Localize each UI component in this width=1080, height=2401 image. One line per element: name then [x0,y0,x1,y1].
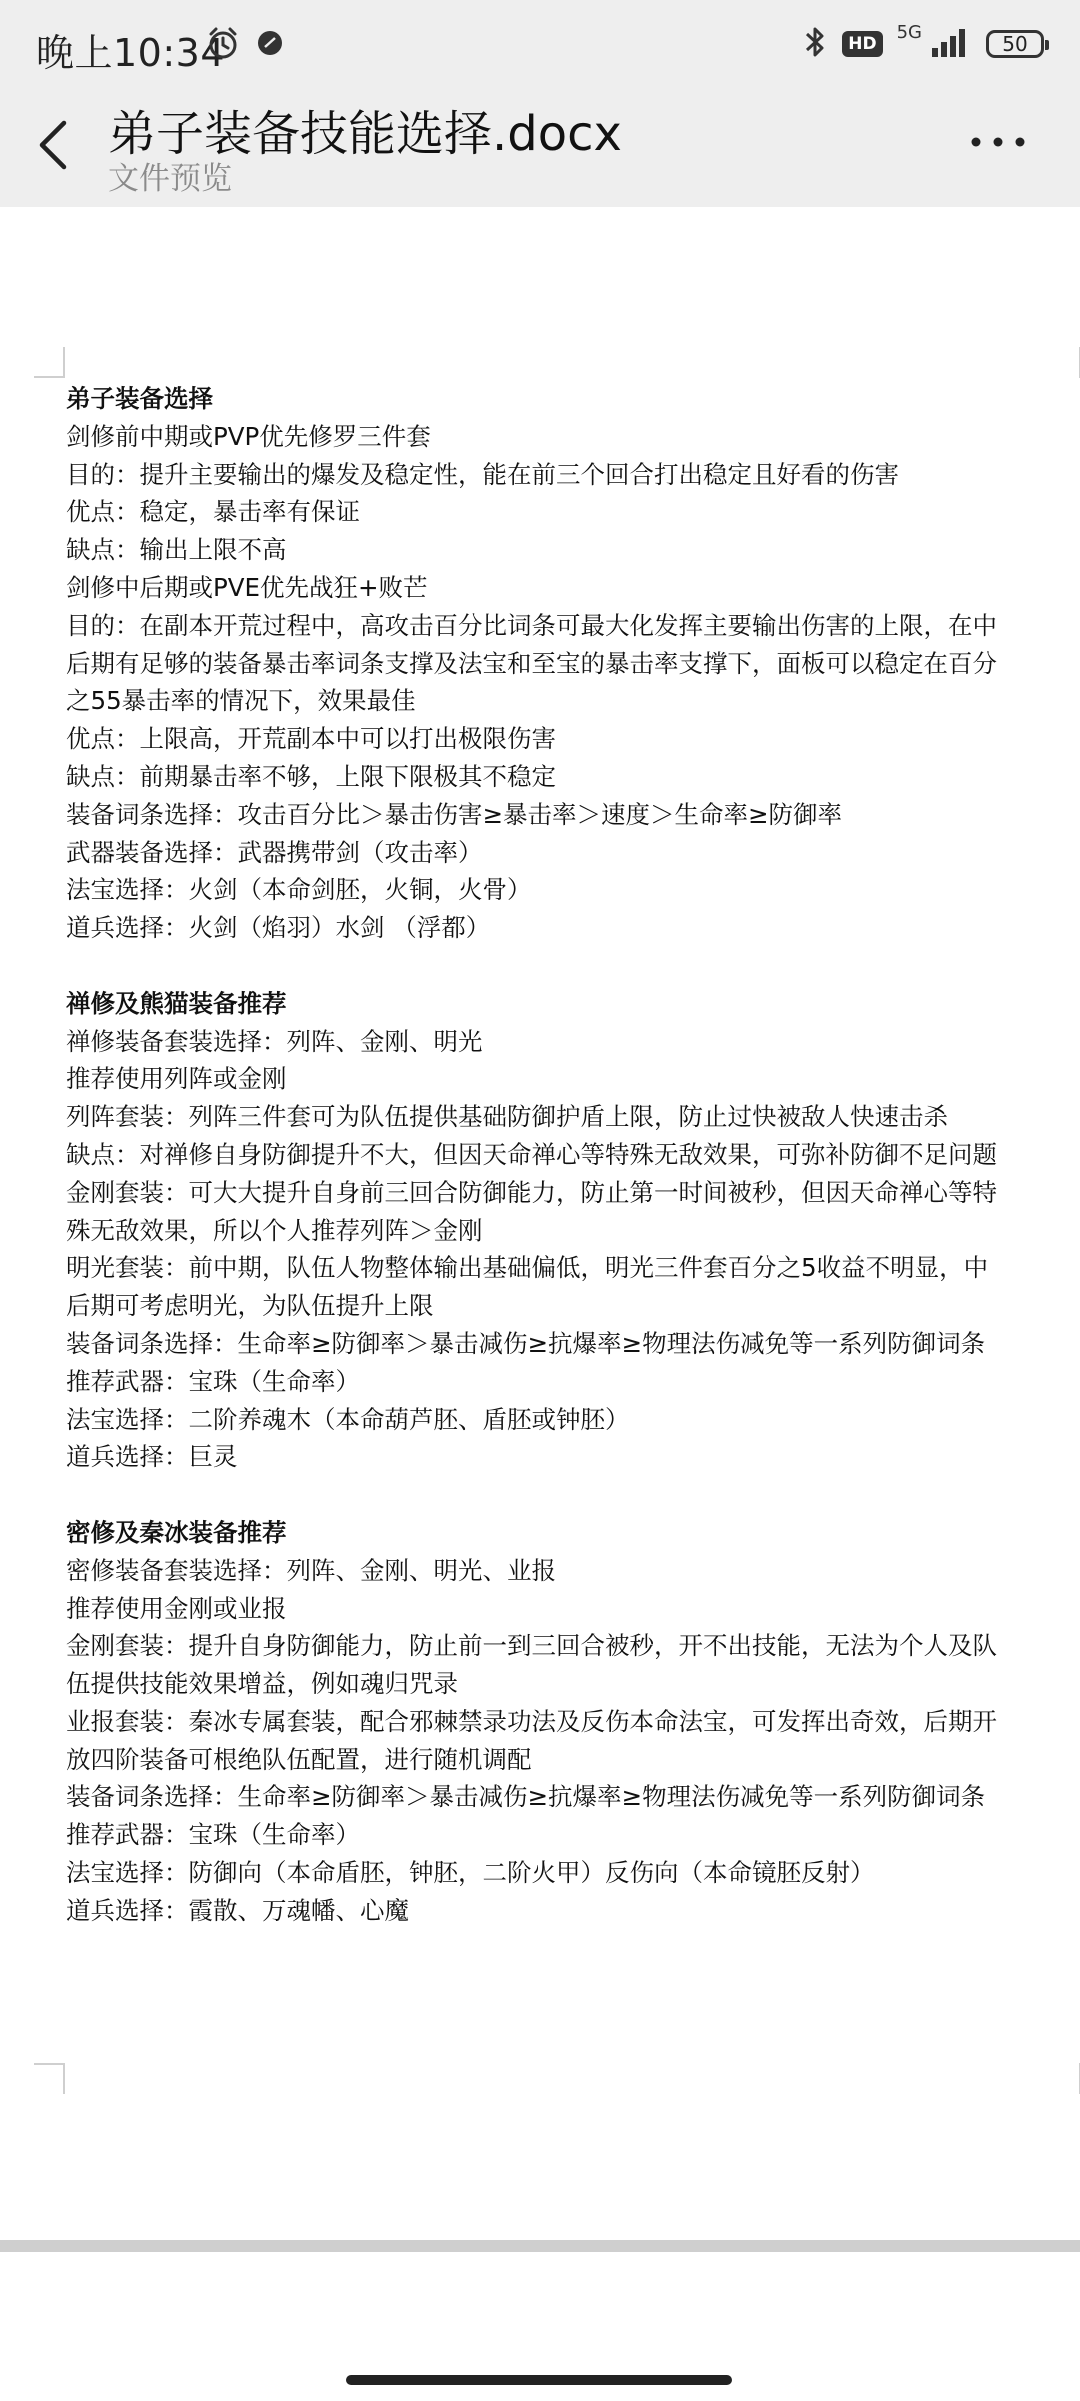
paragraph-line: 伍提供技能效果增益，例如魂归咒录 [66,1669,458,1699]
document-text [66,380,1076,1930]
document-subtitle: 文件预览 [108,161,232,197]
alarm-clock-icon [206,26,240,64]
crop-mark-top-right [1066,347,1080,379]
paragraph-line: 装备词条选择：攻击百分比＞暴击伤害≥暴击率＞速度＞生命率≥防御率 [66,799,843,829]
paragraph-line: 缺点：前期暴击率不够，上限下限极其不稳定 [66,761,556,791]
battery-indicator: 50 [986,30,1044,58]
back-button[interactable] [30,115,80,175]
paragraph-line: 装备词条选择：生命率≥防御率＞暴击减伤≥抗爆率≥物理法伤减免等一系列防御词条 [66,1782,986,1812]
notification-dot-icon [256,29,284,61]
section-heading: 密修及秦冰装备推荐 [66,1517,287,1547]
home-indicator[interactable] [346,2375,732,2385]
paragraph-line: 道兵选择：霞散、万魂幡、心魔 [66,1895,409,1925]
blank-line [66,1476,1076,1514]
paragraph-line: 缺点：对禅修自身防御提升不大，但因天命禅心等特殊无敌效果，可弥补防御不足问题 [66,1139,997,1169]
section-heading: 弟子装备选择 [66,384,213,413]
bluetooth-icon [802,24,828,64]
paragraph-line: 剑修中后期或PVE优先战狂+败芒 [66,572,428,602]
paragraph-line: 金刚套装：可大大提升自身前三回合防御能力，防止第一时间被秒，但因天命禅心等特 [66,1177,997,1207]
paragraph-line: 列阵套装：列阵三件套可为队伍提供基础防御护盾上限，防止过快被敌人快速击杀 [66,1102,948,1132]
status-right-icons [802,21,1044,64]
paragraph-line: 法宝选择：火剑（本命剑胚，火铜，火骨） [66,875,532,905]
paragraph-line: 业报套装：秦冰专属套装，配合邪棘禁录功法及反伤本命法宝，可发挥出奇效，后期开 [66,1706,997,1736]
paragraph-line: 放四阶装备可根绝队伍配置，进行随机调配 [66,1744,532,1774]
crop-mark-top-left [34,347,66,379]
network-label: 5G [896,21,922,43]
paragraph-line: 法宝选择：防御向（本命盾胚，钟胚，二阶火甲）反伤向（本命镜胚反射） [66,1858,875,1888]
paragraph-line: 推荐使用金刚或业报 [66,1593,287,1623]
paragraph-line: 后期可考虑明光，为队伍提升上限 [66,1291,434,1321]
paragraph-line: 目的：提升主要输出的爆发及稳定性，能在前三个回合打出稳定且好看的伤害 [66,459,899,489]
paragraph-line: 推荐武器：宝珠（生命率） [66,1820,360,1850]
crop-mark-bottom-left [34,2062,66,2094]
blank-line [66,947,1076,985]
paragraph-line: 推荐使用列阵或金刚 [66,1064,287,1094]
paragraph-line: 密修装备套装选择：列阵、金刚、明光、业报 [66,1555,556,1585]
paragraph-line: 缺点：输出上限不高 [66,535,287,565]
paragraph-line: 明光套装：前中期，队伍人物整体输出基础偏低，明光三件套百分之5收益不明显，中 [66,1253,989,1283]
paragraph-line: 武器装备选择：武器携带剑（攻击率） [66,837,483,867]
document-title: 弟子装备技能选择.docx [108,106,622,162]
horizontal-scroll-track[interactable] [0,2240,1080,2252]
paragraph-line: 法宝选择：二阶养魂木（本命葫芦胚、盾胚或钟胚） [66,1404,630,1434]
signal-bars-icon [930,26,972,62]
paragraph-line: 禅修装备套装选择：列阵、金刚、明光 [66,1026,483,1056]
paragraph-line: 装备词条选择：生命率≥防御率＞暴击减伤≥抗爆率≥物理法伤减免等一系列防御词条 [66,1328,986,1358]
crop-mark-bottom-right [1066,2062,1080,2094]
chevron-left-icon [30,115,80,175]
paragraph-line: 道兵选择：火剑（焰羽）水剑 （浮都） [66,913,491,943]
paragraph-line: 殊无敌效果，所以个人推荐列阵＞金刚 [66,1215,483,1245]
paragraph-line: 后期有足够的装备暴击率词条支撑及法宝和至宝的暴击率支撑下，面板可以稳定在百分 [66,648,997,678]
paragraph-line: 推荐武器：宝珠（生命率） [66,1366,360,1396]
hd-badge: HD [842,31,882,57]
paragraph-line: 优点：上限高，开荒副本中可以打出极限伤害 [66,724,556,754]
more-options-button[interactable] [968,127,1028,157]
status-time: 晚上10:34 [36,31,226,75]
paragraph-line: 金刚套装：提升自身防御能力，防止前一到三回合被秒，开不出技能，无法为个人及队 [66,1631,997,1661]
paragraph-line: 道兵选择：巨灵 [66,1442,238,1472]
paragraph-line: 之55暴击率的情况下，效果最佳 [66,686,416,716]
paragraph-line: 剑修前中期或PVP优先修罗三件套 [66,421,431,451]
status-bar [0,0,1080,95]
section-heading: 禅修及熊猫装备推荐 [66,988,287,1018]
paragraph-line: 目的：在副本开荒过程中，高攻击百分比词条可最大化发挥主要输出伤害的上限，在中 [66,610,997,640]
more-dots-icon [968,127,1028,157]
app-header [0,95,1080,207]
paragraph-line: 优点：稳定，暴击率有保证 [66,497,360,527]
status-left-icons [206,26,284,64]
document-preview[interactable] [0,207,1080,2401]
